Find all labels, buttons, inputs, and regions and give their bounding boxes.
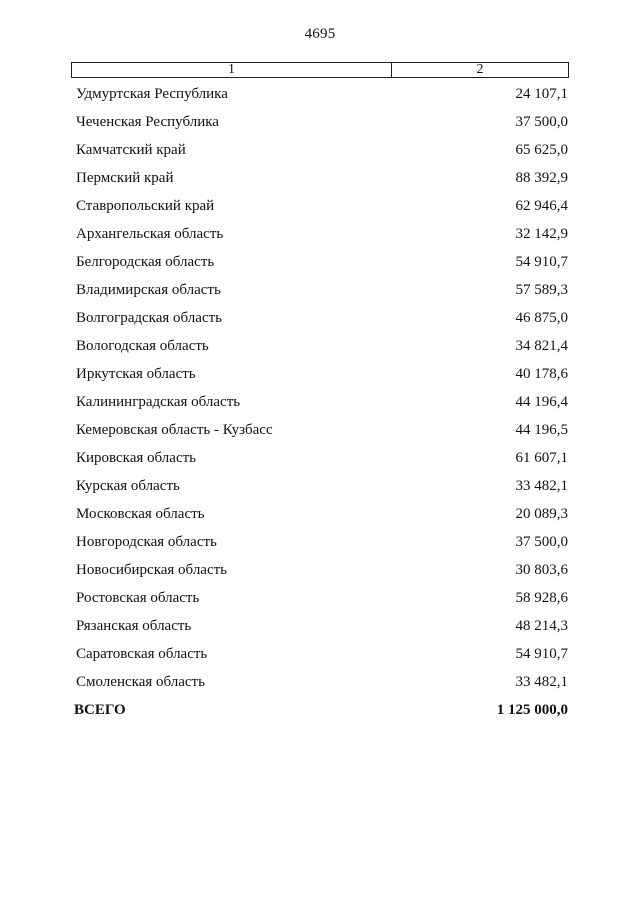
table-row	[76, 108, 568, 136]
total-row	[74, 698, 568, 722]
column-2-header: 2	[476, 62, 484, 77]
region-name: Удмуртская Республика	[76, 85, 228, 102]
region-name: Владимирская область	[76, 281, 221, 298]
table-row	[76, 584, 568, 612]
region-amount: 48 214,3	[515, 617, 568, 634]
region-name: Иркутская область	[76, 365, 196, 382]
table-row	[76, 444, 568, 472]
region-amount: 54 910,7	[515, 253, 568, 270]
table-row	[76, 388, 568, 416]
table-row	[76, 612, 568, 640]
region-amount: 88 392,9	[515, 169, 568, 186]
table-body	[76, 80, 568, 696]
table-row	[76, 304, 568, 332]
region-name: Вологодская область	[76, 337, 209, 354]
table-row	[76, 164, 568, 192]
region-name: Чеченская Республика	[76, 113, 219, 130]
table-row	[76, 192, 568, 220]
region-amount: 44 196,5	[515, 421, 568, 438]
total-label: ВСЕГО	[74, 701, 126, 718]
region-amount: 34 821,4	[515, 337, 568, 354]
region-name: Ростовская область	[76, 589, 200, 606]
region-amount: 54 910,7	[515, 645, 568, 662]
region-name: Калининградская область	[76, 393, 241, 410]
table-row	[76, 220, 568, 248]
region-amount: 61 607,1	[515, 449, 568, 466]
total-amount: 1 125 000,0	[496, 701, 568, 718]
region-amount: 37 500,0	[515, 533, 568, 550]
table-row	[76, 500, 568, 528]
table-row	[76, 556, 568, 584]
region-name: Курская область	[76, 477, 180, 494]
table-row	[76, 528, 568, 556]
region-amount: 65 625,0	[515, 141, 568, 158]
region-amount: 62 946,4	[515, 197, 568, 214]
region-amount: 40 178,6	[515, 365, 568, 382]
region-name: Смоленская область	[76, 673, 205, 690]
region-amount: 24 107,1	[515, 85, 568, 102]
region-amount: 44 196,4	[515, 393, 568, 410]
region-name: Кировская область	[76, 449, 197, 466]
region-name: Пермский край	[76, 169, 174, 186]
region-amount: 33 482,1	[515, 477, 568, 494]
page-number: 4695	[304, 26, 336, 42]
table-row	[76, 80, 568, 108]
region-name: Ставропольский край	[76, 197, 215, 214]
table-row	[76, 472, 568, 500]
table-row	[76, 360, 568, 388]
region-name: Московская область	[76, 505, 205, 522]
region-amount: 32 142,9	[515, 225, 568, 242]
region-amount: 37 500,0	[515, 113, 568, 130]
table-header	[71, 62, 569, 78]
region-amount: 33 482,1	[515, 673, 568, 690]
region-name: Белгородская область	[76, 253, 215, 270]
table-row	[76, 416, 568, 444]
table-row	[76, 248, 568, 276]
table-row	[76, 276, 568, 304]
column-1-header: 1	[72, 63, 392, 77]
region-name: Рязанская область	[76, 617, 192, 634]
region-amount: 30 803,6	[515, 561, 568, 578]
table-row	[76, 332, 568, 360]
table-row	[76, 640, 568, 668]
region-name: Саратовская область	[76, 645, 208, 662]
region-name: Волгоградская область	[76, 309, 222, 326]
region-name: Архангельская область	[76, 225, 224, 242]
region-name: Камчатский край	[76, 141, 186, 158]
region-amount: 20 089,3	[515, 505, 568, 522]
region-amount: 57 589,3	[515, 281, 568, 298]
region-name: Кемеровская область - Кузбасс	[76, 421, 273, 438]
region-amount: 46 875,0	[515, 309, 568, 326]
region-name: Новосибирская область	[76, 561, 228, 578]
table-row	[76, 668, 568, 696]
table-row	[76, 136, 568, 164]
region-name: Новгородская область	[76, 533, 217, 550]
region-amount: 58 928,6	[515, 589, 568, 606]
